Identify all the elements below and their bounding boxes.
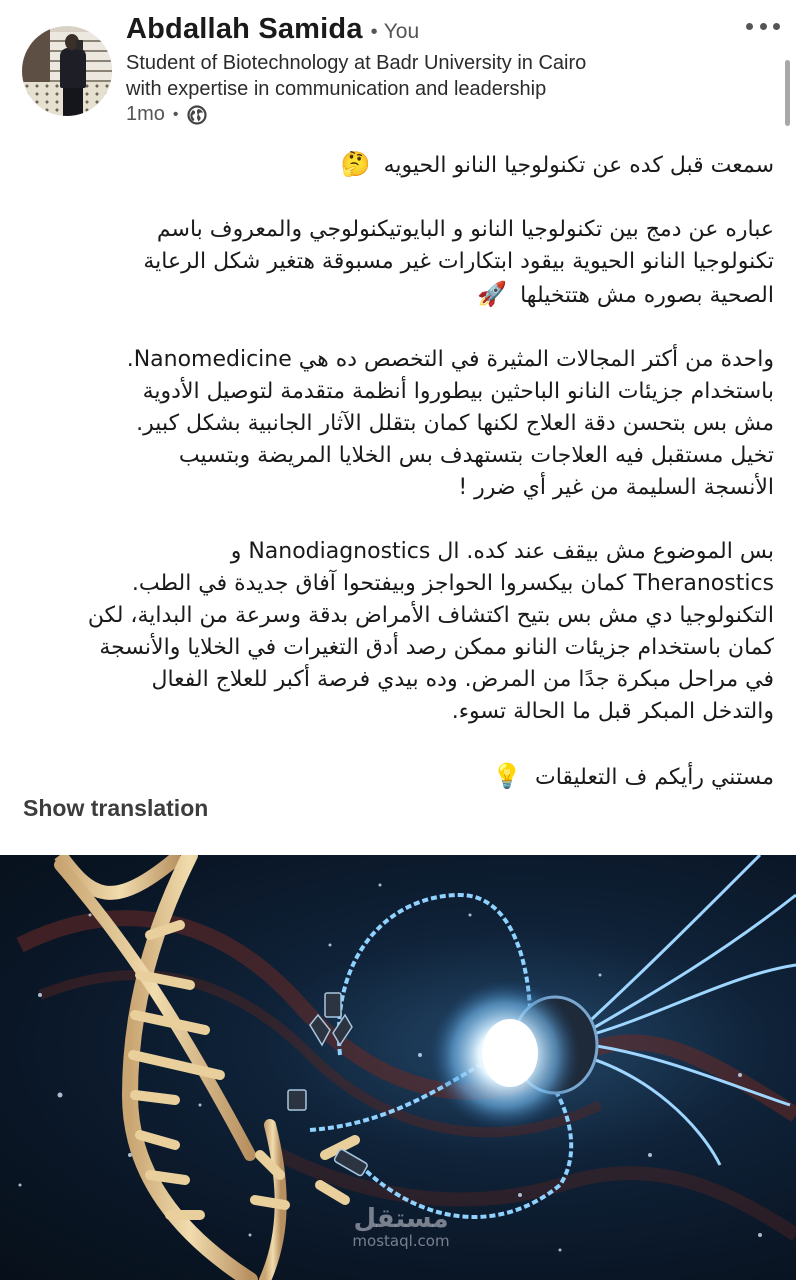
more-options-button[interactable]	[746, 16, 780, 36]
show-translation-link[interactable]: Show translation	[23, 795, 209, 821]
watermark-arabic: مستقل	[353, 1204, 449, 1234]
scrollbar[interactable]	[785, 60, 790, 126]
post-line: في مراحل مبكرة جدًا من المرض. وده بيدي فرصة أكبر للعلاج الفعال	[151, 667, 774, 692]
rocket-icon: 🚀	[477, 280, 508, 308]
post-time: 1mo	[126, 103, 165, 125]
headline-line: Student of Biotechnology at Badr University in Cairo	[126, 52, 587, 74]
post-paragraph	[22, 760, 774, 794]
post-line: مش بس بتحسن دقة العلاج لكنها كمان بتقلل الآثار الجانبية بشكل كبير.	[136, 411, 774, 436]
post-line: الأنسجة السليمة من غير أي ضرر !	[458, 475, 774, 500]
globe-icon	[187, 105, 207, 125]
more-horizontal-icon	[760, 23, 767, 30]
meta-separator: •	[172, 105, 179, 123]
post-paragraph	[22, 214, 774, 312]
post-line: مستني رأيكم ف التعليقات	[535, 765, 774, 790]
author-headline	[126, 50, 726, 102]
post-line: باستخدام جزيئات النانو الباحثين بيطوروا أنظمة متقدمة لتوصيل الأدوية	[142, 379, 774, 404]
post-paragraph	[22, 536, 774, 728]
watermark-url: mostaql.com	[352, 1232, 450, 1250]
post-line: تكنولوجيا النانو الحيوية بيقود ابتكارات غير مسبوقة هتغير شكل الرعاية	[143, 249, 774, 274]
post-line: سمعت قبل كده عن تكنولوجيا النانو الحيويه	[383, 153, 774, 178]
post-line-text: الصحية بصوره مش هتتخيلها	[520, 283, 774, 308]
avatar-phone	[76, 40, 83, 50]
post-paragraph	[22, 148, 774, 182]
post-line: التكنولوجيا دي مش بس بتيح اكتشاف الأمراض بدقة وسرعة من البداية، لكن	[87, 603, 774, 628]
post-line: تخيل مستقبل فيه العلاجات بتستهدف بس الخلايا المريضة وبتسيب	[178, 443, 774, 468]
avatar-person	[60, 48, 86, 88]
avatar-bg	[22, 26, 50, 84]
thinking-face-icon: 🤔	[340, 150, 371, 178]
author-relation: You	[383, 20, 420, 43]
more-horizontal-icon	[746, 23, 753, 30]
headline-line: with expertise in communication and leadership	[126, 78, 547, 100]
more-horizontal-icon	[773, 23, 780, 30]
post-paragraph	[22, 344, 774, 504]
avatar[interactable]	[22, 26, 112, 116]
post-line: والتدخل المبكر قبل ما الحالة تسوء.	[451, 699, 774, 724]
author-name[interactable]: Abdallah Samida	[126, 13, 363, 45]
post-line: Theranostics كمان بيكسروا الحواجز وبيفتحوا آفاق جديدة في الطب.	[131, 571, 774, 596]
light-bulb-icon: 💡	[492, 762, 522, 790]
author-line	[126, 13, 419, 46]
author-separator: •	[370, 21, 378, 43]
post-header	[0, 0, 796, 140]
post-line: عباره عن دمج بين تكنولوجيا النانو و البايوتيكنولوجي والمعروف باسم	[156, 217, 774, 242]
mostaql-watermark	[346, 1205, 456, 1249]
post-line	[22, 278, 774, 312]
avatar-person	[63, 84, 83, 116]
post-body	[22, 148, 774, 826]
post-meta	[126, 103, 207, 126]
post-line: بس الموضوع مش بيقف عند كده. ال Nanodiagnostics و	[230, 539, 774, 564]
post-line: كمان باستخدام جزيئات النانو ممكن رصد أدق التغيرات في الخلايا والأنسجة	[99, 635, 774, 660]
post-line: واحدة من أكتر المجالات المثيرة في التخصص ده هي Nanomedicine.	[126, 347, 774, 372]
